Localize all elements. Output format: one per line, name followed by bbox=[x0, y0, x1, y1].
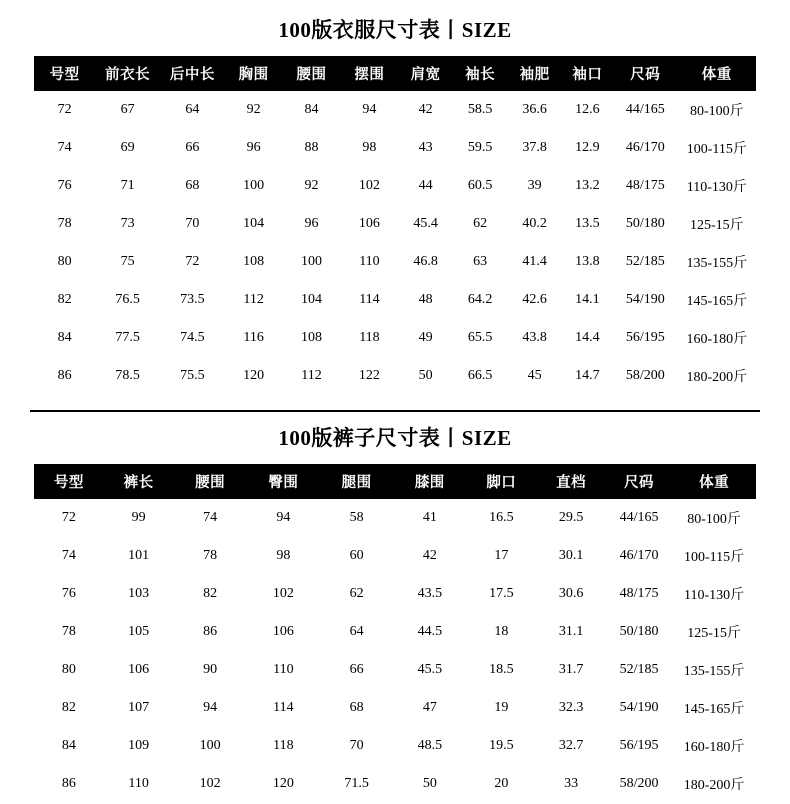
cell: 76 bbox=[34, 167, 95, 205]
cell: 118 bbox=[247, 727, 320, 765]
cell: 72 bbox=[160, 243, 225, 281]
cell: 160-180斤 bbox=[672, 727, 756, 765]
cell: 98 bbox=[340, 129, 398, 167]
cell: 17.5 bbox=[466, 575, 536, 613]
table-row bbox=[34, 205, 756, 243]
cell: 74 bbox=[34, 537, 104, 575]
cell: 100-115斤 bbox=[678, 129, 756, 167]
cell: 46/170 bbox=[606, 537, 672, 575]
cell: 116 bbox=[225, 319, 283, 357]
cell: 64 bbox=[160, 91, 225, 129]
cell: 60.5 bbox=[453, 167, 507, 205]
pants-table-head bbox=[34, 464, 756, 499]
cell: 13.2 bbox=[562, 167, 613, 205]
cell: 105 bbox=[104, 613, 174, 651]
cell: 43.8 bbox=[507, 319, 561, 357]
cell: 100-115斤 bbox=[672, 537, 756, 575]
cell: 54/190 bbox=[613, 281, 678, 319]
column-header: 尺码 bbox=[606, 464, 672, 499]
cell: 42.6 bbox=[507, 281, 561, 319]
cell: 12.9 bbox=[562, 129, 613, 167]
column-header: 体重 bbox=[672, 464, 756, 499]
cell: 39 bbox=[507, 167, 561, 205]
cell: 110-130斤 bbox=[672, 575, 756, 613]
cell: 66 bbox=[160, 129, 225, 167]
cell: 16.5 bbox=[466, 499, 536, 537]
cell: 48/175 bbox=[613, 167, 678, 205]
cell: 106 bbox=[247, 613, 320, 651]
cell: 94 bbox=[247, 499, 320, 537]
cell: 72 bbox=[34, 499, 104, 537]
cell: 104 bbox=[225, 205, 283, 243]
column-header: 号型 bbox=[34, 56, 95, 91]
cell: 31.1 bbox=[536, 613, 606, 651]
cell: 40.2 bbox=[507, 205, 561, 243]
cell: 84 bbox=[34, 319, 95, 357]
table-row bbox=[34, 499, 756, 537]
cell: 30.1 bbox=[536, 537, 606, 575]
cell: 86 bbox=[174, 613, 247, 651]
cell: 82 bbox=[34, 689, 104, 727]
cell: 94 bbox=[340, 91, 398, 129]
cell: 180-200斤 bbox=[672, 765, 756, 804]
cell: 58/200 bbox=[613, 357, 678, 396]
cell: 96 bbox=[225, 129, 283, 167]
column-header: 袖肥 bbox=[507, 56, 561, 91]
table-header-row bbox=[34, 56, 756, 91]
cell: 44.5 bbox=[393, 613, 466, 651]
cell: 50/180 bbox=[606, 613, 672, 651]
table-row bbox=[34, 765, 756, 804]
cell: 18 bbox=[466, 613, 536, 651]
cell: 37.8 bbox=[507, 129, 561, 167]
cell: 73 bbox=[95, 205, 160, 243]
cell: 114 bbox=[247, 689, 320, 727]
cell: 56/195 bbox=[613, 319, 678, 357]
cell: 76 bbox=[34, 575, 104, 613]
cell: 88 bbox=[283, 129, 341, 167]
cell: 107 bbox=[104, 689, 174, 727]
column-header: 号型 bbox=[34, 464, 104, 499]
cell: 44/165 bbox=[606, 499, 672, 537]
cell: 48/175 bbox=[606, 575, 672, 613]
clothing-table-head bbox=[34, 56, 756, 91]
cell: 44/165 bbox=[613, 91, 678, 129]
cell: 20 bbox=[466, 765, 536, 804]
column-header: 胸围 bbox=[225, 56, 283, 91]
cell: 80-100斤 bbox=[672, 499, 756, 537]
cell: 125-15斤 bbox=[672, 613, 756, 651]
cell: 48 bbox=[398, 281, 452, 319]
cell: 13.8 bbox=[562, 243, 613, 281]
column-header: 裤长 bbox=[104, 464, 174, 499]
column-header: 体重 bbox=[678, 56, 756, 91]
cell: 109 bbox=[104, 727, 174, 765]
cell: 66 bbox=[320, 651, 393, 689]
pants-size-section bbox=[0, 412, 790, 804]
cell: 160-180斤 bbox=[678, 319, 756, 357]
cell: 77.5 bbox=[95, 319, 160, 357]
cell: 102 bbox=[340, 167, 398, 205]
cell: 71 bbox=[95, 167, 160, 205]
cell: 14.4 bbox=[562, 319, 613, 357]
cell: 47 bbox=[393, 689, 466, 727]
cell: 50 bbox=[398, 357, 452, 396]
cell: 32.7 bbox=[536, 727, 606, 765]
cell: 29.5 bbox=[536, 499, 606, 537]
cell: 135-155斤 bbox=[672, 651, 756, 689]
column-header: 脚口 bbox=[466, 464, 536, 499]
cell: 73.5 bbox=[160, 281, 225, 319]
cell: 145-165斤 bbox=[678, 281, 756, 319]
pants-size-table bbox=[34, 464, 756, 804]
cell: 118 bbox=[340, 319, 398, 357]
cell: 67 bbox=[95, 91, 160, 129]
cell: 72 bbox=[34, 91, 95, 129]
clothing-size-table bbox=[34, 56, 756, 396]
table-row bbox=[34, 243, 756, 281]
table-row bbox=[34, 91, 756, 129]
cell: 63 bbox=[453, 243, 507, 281]
column-header: 前衣长 bbox=[95, 56, 160, 91]
cell: 103 bbox=[104, 575, 174, 613]
cell: 75 bbox=[95, 243, 160, 281]
cell: 62 bbox=[453, 205, 507, 243]
cell: 54/190 bbox=[606, 689, 672, 727]
cell: 86 bbox=[34, 765, 104, 804]
cell: 49 bbox=[398, 319, 452, 357]
cell: 42 bbox=[398, 91, 452, 129]
cell: 76.5 bbox=[95, 281, 160, 319]
cell: 78 bbox=[174, 537, 247, 575]
column-header: 腰围 bbox=[283, 56, 341, 91]
cell: 120 bbox=[225, 357, 283, 396]
cell: 14.7 bbox=[562, 357, 613, 396]
column-header: 袖口 bbox=[562, 56, 613, 91]
cell: 96 bbox=[283, 205, 341, 243]
cell: 78.5 bbox=[95, 357, 160, 396]
cell: 68 bbox=[160, 167, 225, 205]
cell: 64.2 bbox=[453, 281, 507, 319]
cell: 80 bbox=[34, 651, 104, 689]
cell: 92 bbox=[283, 167, 341, 205]
cell: 45.5 bbox=[393, 651, 466, 689]
table-row bbox=[34, 727, 756, 765]
column-header: 臀围 bbox=[247, 464, 320, 499]
cell: 17 bbox=[466, 537, 536, 575]
column-header: 膝围 bbox=[393, 464, 466, 499]
cell: 145-165斤 bbox=[672, 689, 756, 727]
cell: 106 bbox=[104, 651, 174, 689]
cell: 90 bbox=[174, 651, 247, 689]
cell: 108 bbox=[283, 319, 341, 357]
cell: 46.8 bbox=[398, 243, 452, 281]
cell: 50 bbox=[393, 765, 466, 804]
cell: 46/170 bbox=[613, 129, 678, 167]
cell: 19.5 bbox=[466, 727, 536, 765]
cell: 114 bbox=[340, 281, 398, 319]
cell: 74 bbox=[34, 129, 95, 167]
cell: 102 bbox=[247, 575, 320, 613]
table-row bbox=[34, 357, 756, 396]
cell: 33 bbox=[536, 765, 606, 804]
cell: 70 bbox=[320, 727, 393, 765]
table-row bbox=[34, 129, 756, 167]
column-header: 后中长 bbox=[160, 56, 225, 91]
cell: 74.5 bbox=[160, 319, 225, 357]
cell: 110 bbox=[340, 243, 398, 281]
cell: 43 bbox=[398, 129, 452, 167]
cell: 42 bbox=[393, 537, 466, 575]
cell: 52/185 bbox=[606, 651, 672, 689]
cell: 86 bbox=[34, 357, 95, 396]
cell: 66.5 bbox=[453, 357, 507, 396]
cell: 78 bbox=[34, 205, 95, 243]
cell: 32.3 bbox=[536, 689, 606, 727]
table-row bbox=[34, 651, 756, 689]
column-header: 腰围 bbox=[174, 464, 247, 499]
cell: 60 bbox=[320, 537, 393, 575]
cell: 74 bbox=[174, 499, 247, 537]
cell: 78 bbox=[34, 613, 104, 651]
cell: 44 bbox=[398, 167, 452, 205]
cell: 101 bbox=[104, 537, 174, 575]
cell: 45 bbox=[507, 357, 561, 396]
table-row bbox=[34, 319, 756, 357]
clothing-size-section bbox=[0, 0, 790, 396]
cell: 110 bbox=[247, 651, 320, 689]
cell: 30.6 bbox=[536, 575, 606, 613]
table-header-row bbox=[34, 464, 756, 499]
cell: 98 bbox=[247, 537, 320, 575]
table-row bbox=[34, 537, 756, 575]
cell: 31.7 bbox=[536, 651, 606, 689]
cell: 84 bbox=[283, 91, 341, 129]
cell: 112 bbox=[225, 281, 283, 319]
cell: 92 bbox=[225, 91, 283, 129]
table-row bbox=[34, 613, 756, 651]
cell: 110-130斤 bbox=[678, 167, 756, 205]
table-row bbox=[34, 575, 756, 613]
cell: 108 bbox=[225, 243, 283, 281]
cell: 12.6 bbox=[562, 91, 613, 129]
column-header: 尺码 bbox=[613, 56, 678, 91]
cell: 125-15斤 bbox=[678, 205, 756, 243]
cell: 110 bbox=[104, 765, 174, 804]
cell: 14.1 bbox=[562, 281, 613, 319]
column-header: 肩宽 bbox=[398, 56, 452, 91]
table-row bbox=[34, 167, 756, 205]
cell: 122 bbox=[340, 357, 398, 396]
cell: 41.4 bbox=[507, 243, 561, 281]
cell: 71.5 bbox=[320, 765, 393, 804]
cell: 80-100斤 bbox=[678, 91, 756, 129]
cell: 112 bbox=[283, 357, 341, 396]
pants-table-body bbox=[34, 499, 756, 804]
column-header: 袖长 bbox=[453, 56, 507, 91]
cell: 100 bbox=[283, 243, 341, 281]
cell: 135-155斤 bbox=[678, 243, 756, 281]
cell: 59.5 bbox=[453, 129, 507, 167]
column-header: 摆围 bbox=[340, 56, 398, 91]
cell: 13.5 bbox=[562, 205, 613, 243]
cell: 106 bbox=[340, 205, 398, 243]
cell: 19 bbox=[466, 689, 536, 727]
cell: 94 bbox=[174, 689, 247, 727]
cell: 65.5 bbox=[453, 319, 507, 357]
cell: 56/195 bbox=[606, 727, 672, 765]
cell: 58 bbox=[320, 499, 393, 537]
cell: 58.5 bbox=[453, 91, 507, 129]
cell: 52/185 bbox=[613, 243, 678, 281]
cell: 99 bbox=[104, 499, 174, 537]
cell: 102 bbox=[174, 765, 247, 804]
cell: 18.5 bbox=[466, 651, 536, 689]
cell: 104 bbox=[283, 281, 341, 319]
cell: 41 bbox=[393, 499, 466, 537]
cell: 100 bbox=[225, 167, 283, 205]
cell: 58/200 bbox=[606, 765, 672, 804]
cell: 64 bbox=[320, 613, 393, 651]
cell: 84 bbox=[34, 727, 104, 765]
cell: 80 bbox=[34, 243, 95, 281]
cell: 62 bbox=[320, 575, 393, 613]
table-row bbox=[34, 689, 756, 727]
cell: 45.4 bbox=[398, 205, 452, 243]
pants-table-title: 100版裤子尺寸表丨SIZE bbox=[278, 426, 512, 450]
cell: 50/180 bbox=[613, 205, 678, 243]
table-row bbox=[34, 281, 756, 319]
cell: 48.5 bbox=[393, 727, 466, 765]
clothing-table-title: 100版衣服尺寸表丨SIZE bbox=[278, 18, 512, 42]
cell: 75.5 bbox=[160, 357, 225, 396]
cell: 100 bbox=[174, 727, 247, 765]
cell: 69 bbox=[95, 129, 160, 167]
cell: 82 bbox=[34, 281, 95, 319]
cell: 180-200斤 bbox=[678, 357, 756, 396]
cell: 43.5 bbox=[393, 575, 466, 613]
column-header: 腿围 bbox=[320, 464, 393, 499]
cell: 68 bbox=[320, 689, 393, 727]
clothing-table-body bbox=[34, 91, 756, 396]
cell: 120 bbox=[247, 765, 320, 804]
cell: 82 bbox=[174, 575, 247, 613]
cell: 36.6 bbox=[507, 91, 561, 129]
cell: 70 bbox=[160, 205, 225, 243]
column-header: 直档 bbox=[536, 464, 606, 499]
